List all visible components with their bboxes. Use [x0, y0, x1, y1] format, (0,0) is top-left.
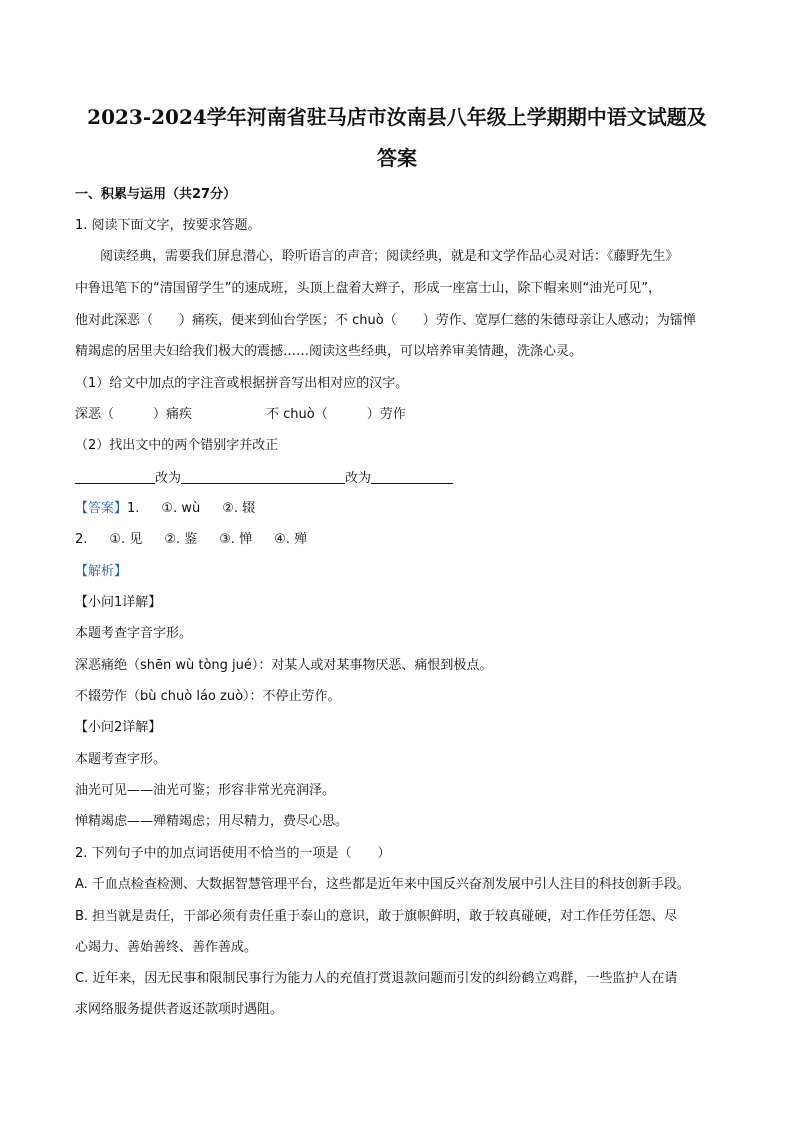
analysis-line: 本题考查字音字形。: [75, 626, 193, 641]
analysis-line: 本题考查字形。: [75, 752, 167, 767]
analysis-line: 惮精竭虑——殚精竭虑；用尽精力，费尽心思。: [75, 814, 349, 829]
sub-question-1: （1）给文中加点的字注音或根据拼音写出相对应的汉字。: [75, 376, 409, 391]
option-a: A. 千血点检查检测、大数据智慧管理平台，这些都是近年来中国反兴奋剂发展中引人注目的科技创新手段。: [75, 877, 690, 892]
sub-analysis-heading: 【小问1详解】: [75, 595, 162, 610]
analysis-line: 不辍劳作（bù chuò láo zuò）：不停止劳作。: [75, 689, 341, 704]
answer-line-1: [75, 500, 735, 518]
blank-item-a: 深恶（ ）痛疾: [75, 407, 193, 422]
question-1-stem: 1. 阅读下面文字，按要求答题。: [75, 218, 261, 233]
section-heading: 一、积累与运用（共27分）: [75, 187, 237, 202]
answer-item: ②. 鉴: [164, 532, 198, 547]
sub-analysis-heading: 【小问2详解】: [75, 720, 162, 735]
passage-line: 精竭虑的居里夫妇给我们极大的震撼……阅读这些经典，可以培养审美情趣，洗涤心灵。: [75, 344, 583, 359]
option-b: B. 担当就是责任，干部必须有责任重于泰山的意识，敢于旗帜鲜明，敢于较真碰硬，对工作任劳任怨、尽: [75, 909, 678, 924]
answer-blank: [371, 469, 453, 484]
passage-line: 阅读经典，需要我们屏息潜心，聆听语言的声音；阅读经典，就是和文学作品心灵对话：《藤野先生》: [100, 249, 679, 264]
answer-item: ③. 惮: [219, 532, 253, 547]
change-to-label: 改为: [345, 471, 372, 486]
answer-blank: [75, 469, 155, 484]
analysis-label: 【解析】: [75, 564, 128, 579]
option-c: C. 近年来，因无民事和限制民事行为能力人的充值打赏退款问题而引发的纠纷鹤立鸡群，一些监护人在请: [75, 971, 678, 986]
analysis-line: 深恶痛绝（shēn wù tòng jué）：对某人或对某事物厌恶、痛恨到极点。: [75, 658, 493, 673]
correction-blanks: [75, 469, 735, 488]
question-2-stem: 2. 下列句子中的加点词语使用不恰当的一项是（ ）: [75, 846, 391, 861]
analysis-line: 油光可见——油光可鉴；形容非常光亮润泽。: [75, 783, 336, 798]
change-to-label: 改为: [155, 471, 182, 486]
answer-item: ①. 见: [109, 532, 143, 547]
answer-number: 1.: [127, 501, 140, 516]
sub-question-2: （2）找出文中的两个错别字并改正: [75, 438, 279, 453]
answer-label: 【答案】: [75, 501, 128, 516]
passage-line: 中鲁迅笔下的“清国留学生”的速成班，头顶上盘着大辫子，形成一座富士山，除下帽来则“油光可见”，: [75, 281, 661, 296]
document-title-line-2: 答案: [377, 146, 417, 170]
answer-blank: [181, 469, 345, 484]
answer-item: ②. 辍: [222, 501, 256, 516]
option-b-continued: 心竭力、善始善终、善作善成。: [75, 940, 258, 955]
answer-item: ①. wù: [161, 501, 201, 516]
sub-question-1-blanks: [75, 406, 735, 424]
passage-line: 他对此深恶（ ）痛疾，便来到仙台学医；不 chuò（ ）劳作、宽厚仁慈的朱德母亲让人感动；为镭惮: [75, 313, 696, 328]
answer-number: 2.: [75, 532, 88, 547]
blank-item-b: 不 chuò（ ）劳作: [266, 407, 406, 422]
document-title-line-1: 2023-2024学年河南省驻马店市汝南县八年级上学期期中语文试题及: [87, 105, 707, 129]
answer-line-2: [75, 531, 735, 549]
option-c-continued: 求网络服务提供者返还款项时遇阻。: [75, 1002, 284, 1017]
answer-item: ④. 殚: [274, 532, 308, 547]
